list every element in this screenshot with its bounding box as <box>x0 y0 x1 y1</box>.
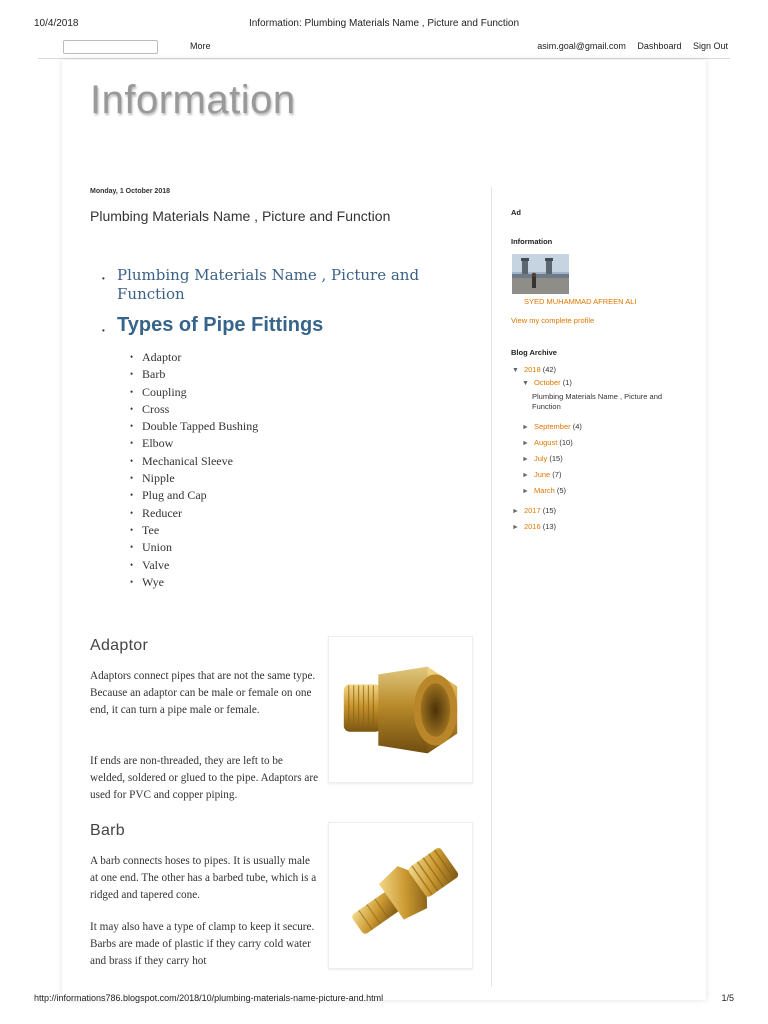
archive-month-label[interactable]: June <box>533 470 551 479</box>
blog-page <box>62 60 706 1000</box>
section-heading-adaptor: Adaptor <box>90 637 149 654</box>
list-item: • Tee <box>130 522 258 539</box>
list-item: • Valve <box>130 557 258 574</box>
archive-month-august[interactable] <box>522 438 573 449</box>
sidebar-info-heading: Information <box>511 237 553 246</box>
archive-count: (10) <box>559 438 573 447</box>
archive-count: (15) <box>549 454 563 463</box>
barb-paragraph-2: It may also have a type of clamp to keep it secure. Barbs are made of plastic if they carry cold water and brass if they carry hot <box>90 921 315 967</box>
navbar-account <box>528 41 728 51</box>
archive-year-2016[interactable] <box>512 522 556 533</box>
post-title[interactable]: Plumbing Materials Name , Picture and Function <box>90 208 391 224</box>
archive-month-july[interactable] <box>522 454 563 465</box>
list-item: • Barb <box>130 366 258 383</box>
list-item: • Double Tapped Bushing <box>130 418 258 435</box>
archive-year-label[interactable]: 2016 <box>523 522 541 531</box>
blog-title[interactable]: Information <box>90 78 296 122</box>
collapsed-triangle-icon[interactable]: ► <box>512 524 519 531</box>
toc-link-plumbing-materials[interactable]: Plumbing Materials Name , Picture and Function <box>117 266 420 303</box>
print-header <box>34 18 734 32</box>
archive-year-label[interactable]: 2017 <box>523 506 541 515</box>
view-profile-link[interactable]: View my complete profile <box>511 316 595 325</box>
archive-month-label[interactable]: September <box>533 422 571 431</box>
archive-count: (13) <box>542 522 557 531</box>
toc-bullet: • <box>102 274 105 283</box>
collapsed-triangle-icon[interactable]: ► <box>522 440 529 447</box>
archive-year-2017[interactable] <box>512 506 556 517</box>
toc-bullet: • <box>102 326 105 335</box>
collapsed-triangle-icon[interactable]: ► <box>522 424 529 431</box>
archive-count: (5) <box>556 486 567 495</box>
list-item: • Wye <box>130 574 258 591</box>
more-link[interactable]: More <box>190 41 211 51</box>
print-url: http://informations786.blogspot.com/2018/10/plumbing-materials-name-picture-and.html <box>34 993 384 1003</box>
adaptor-image[interactable] <box>328 636 473 783</box>
barb-image[interactable] <box>328 822 473 969</box>
print-title: Information: Plumbing Materials Name , Picture and Function <box>248 18 520 29</box>
account-email[interactable]: asim.goal@gmail.com <box>537 41 626 51</box>
list-item: • Cross <box>130 401 258 418</box>
fittings-list <box>130 349 258 591</box>
list-item: • Plug and Cap <box>130 487 258 504</box>
blog-archive-heading: Blog Archive <box>511 348 557 357</box>
list-item: • Union <box>130 539 258 556</box>
barb-paragraph-1: A barb connects hoses to pipes. It is usually male at one end. The other has a barbed tube, which is a ridged and tapered cone. <box>90 855 317 901</box>
archive-count: (15) <box>542 506 557 515</box>
section-heading-barb: Barb <box>90 822 125 839</box>
list-item: • Adaptor <box>130 349 258 366</box>
profile-photo[interactable] <box>512 254 569 294</box>
archive-month-label[interactable]: August <box>533 438 558 447</box>
archive-month-label[interactable]: March <box>533 486 555 495</box>
archive-month-march[interactable] <box>522 486 566 497</box>
search-input[interactable] <box>63 40 158 54</box>
expanded-triangle-icon[interactable]: ▼ <box>512 367 519 374</box>
signout-link[interactable]: Sign Out <box>692 41 728 51</box>
expanded-triangle-icon[interactable]: ▼ <box>522 380 529 387</box>
adaptor-paragraph-2: If ends are non-threaded, they are left to be welded, soldered or glued to the pipe. Adaptors are used for PVC and copper piping. <box>90 755 319 801</box>
list-item: • Nipple <box>130 470 258 487</box>
adaptor-paragraph-1: Adaptors connect pipes that are not the same type. Because an adaptor can be male or female on one end, it can turn a pipe male or female. <box>90 670 316 716</box>
dashboard-link[interactable]: Dashboard <box>637 41 682 51</box>
collapsed-triangle-icon[interactable]: ► <box>522 488 529 495</box>
print-date: 10/4/2018 <box>34 18 79 29</box>
print-footer <box>34 993 734 1005</box>
archive-year-2018[interactable] <box>512 365 556 376</box>
brass-adaptor-picture <box>329 637 472 782</box>
sidebar-ad-heading: Ad <box>511 208 521 217</box>
archive-month-september[interactable] <box>522 422 582 433</box>
print-page-number: 1/5 <box>721 993 734 1003</box>
collapsed-triangle-icon[interactable]: ► <box>512 508 519 515</box>
collapsed-triangle-icon[interactable]: ► <box>522 472 529 479</box>
navbar-divider <box>38 58 730 59</box>
archive-month-label[interactable]: October <box>533 378 561 387</box>
archive-count: (1) <box>562 378 572 387</box>
archive-month-june[interactable] <box>522 470 561 481</box>
collapsed-triangle-icon[interactable]: ► <box>522 456 529 463</box>
archive-month-label[interactable]: July <box>533 454 548 463</box>
toc-link-pipe-fittings[interactable]: Types of Pipe Fittings <box>117 314 324 336</box>
archive-post-link[interactable]: Plumbing Materials Name , Picture and Function <box>532 392 663 411</box>
post-date: Monday, 1 October 2018 <box>90 188 171 195</box>
list-item: • Elbow <box>130 435 258 452</box>
blogger-navbar <box>38 36 730 58</box>
archive-count: (7) <box>552 470 562 479</box>
list-item: • Reducer <box>130 505 258 522</box>
archive-count: (42) <box>542 365 557 374</box>
list-item: • Mechanical Sleeve <box>130 453 258 470</box>
archive-count: (4) <box>572 422 582 431</box>
brass-barb-picture <box>329 823 472 968</box>
list-item: • Coupling <box>130 384 258 401</box>
profile-name[interactable]: SYED MUHAMMAD AFREEN ALI <box>524 297 637 306</box>
archive-year-label[interactable]: 2018 <box>523 365 541 374</box>
archive-month-october[interactable] <box>522 378 572 389</box>
column-divider <box>491 187 492 987</box>
